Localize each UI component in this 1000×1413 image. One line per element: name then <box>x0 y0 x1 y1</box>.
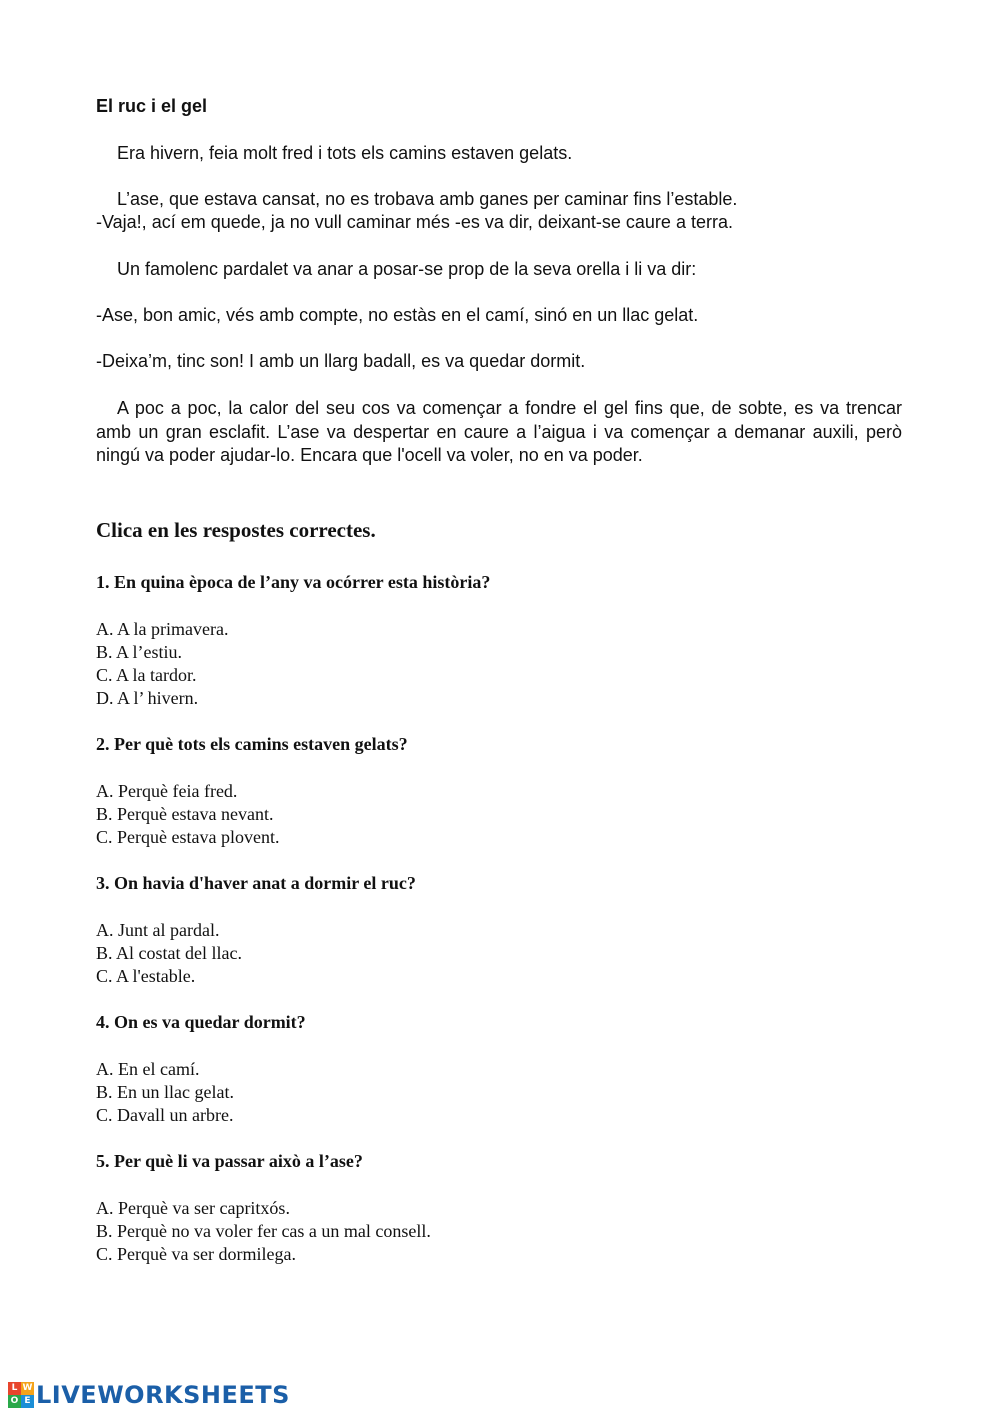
liveworksheets-logo <box>8 1380 290 1410</box>
story-title: El ruc i el gel <box>96 96 208 116</box>
question-1-option-b[interactable]: B. A l’estiu. <box>96 642 183 662</box>
story-final-paragraph: A poc a poc, la calor del seu cos va començar a fondre el gel fins que, de sobte, es va trencar amb un gran esclafit. L’ase va despertar en caure a l’aigua i va començar a demanar auxili, però ningú va poder ajudar-lo. Encara que l'ocell va voler, no en va poder. <box>96 398 902 465</box>
logo-cell-2: W <box>22 1383 33 1393</box>
question-5-option-b[interactable]: B. Perquè no va voler fer cas a un mal consell. <box>96 1221 431 1241</box>
question-3: 3. On havia d'haver anat a dormir el ruc? <box>96 873 416 893</box>
question-1-option-a[interactable]: A. A la primavera. <box>96 619 229 639</box>
question-4-option-a[interactable]: A. En el camí. <box>96 1059 200 1079</box>
question-3-option-a[interactable]: A. Junt al pardal. <box>96 920 220 940</box>
question-1-option-c[interactable]: C. A la tardor. <box>96 665 197 685</box>
question-5-option-c[interactable]: C. Perquè va ser dormilega. <box>96 1244 296 1264</box>
story-line-3: -Vaja!, ací em quede, ja no vull caminar més -es va dir, deixant-se caure a terra. <box>96 212 733 232</box>
question-1: 1. En quina època de l’any va ocórrer esta història? <box>96 572 491 592</box>
logo-cell-4: E <box>21 1395 34 1408</box>
question-3-option-b[interactable]: B. Al costat del llac. <box>96 943 242 963</box>
logo-cell-1: L <box>8 1382 21 1395</box>
question-5-option-a[interactable]: A. Perquè va ser capritxós. <box>96 1198 290 1218</box>
story-line-4: Un famolenc pardalet va anar a posar-se prop de la seva orella i li va dir: <box>117 259 697 279</box>
question-1-option-d[interactable]: D. A l’ hivern. <box>96 688 199 708</box>
question-4-option-c[interactable]: C. Davall un arbre. <box>96 1105 234 1125</box>
question-2-option-a[interactable]: A. Perquè feia fred. <box>96 781 238 801</box>
story-line-1: Era hivern, feia molt fred i tots els camins estaven gelats. <box>117 143 573 163</box>
question-2-option-c[interactable]: C. Perquè estava plovent. <box>96 827 280 847</box>
question-3-option-c[interactable]: C. A l'estable. <box>96 966 196 986</box>
story-line-6: -Deixa’m, tinc son! I amb un llarg badall, es va quedar dormit. <box>96 351 586 371</box>
quiz-instruction: Clica en les respostes correctes. <box>96 518 376 542</box>
question-2: 2. Per què tots els camins estaven gelats? <box>96 734 408 754</box>
liveworksheets-brand-text: LIVEWORKSHEETS <box>36 1381 290 1409</box>
story-line-2: L’ase, que estava cansat, no es trobava amb ganes per caminar fins l’estable. <box>117 189 738 209</box>
question-5: 5. Per què li va passar això a l’ase? <box>96 1151 363 1171</box>
logo-cell-3: O <box>8 1395 21 1408</box>
liveworksheets-logo-icon <box>8 1382 34 1408</box>
story-line-5: -Ase, bon amic, vés amb compte, no estàs en el camí, sinó en un llac gelat. <box>96 305 699 325</box>
question-4-option-b[interactable]: B. En un llac gelat. <box>96 1082 234 1102</box>
question-2-option-b[interactable]: B. Perquè estava nevant. <box>96 804 274 824</box>
question-4: 4. On es va quedar dormit? <box>96 1012 306 1032</box>
